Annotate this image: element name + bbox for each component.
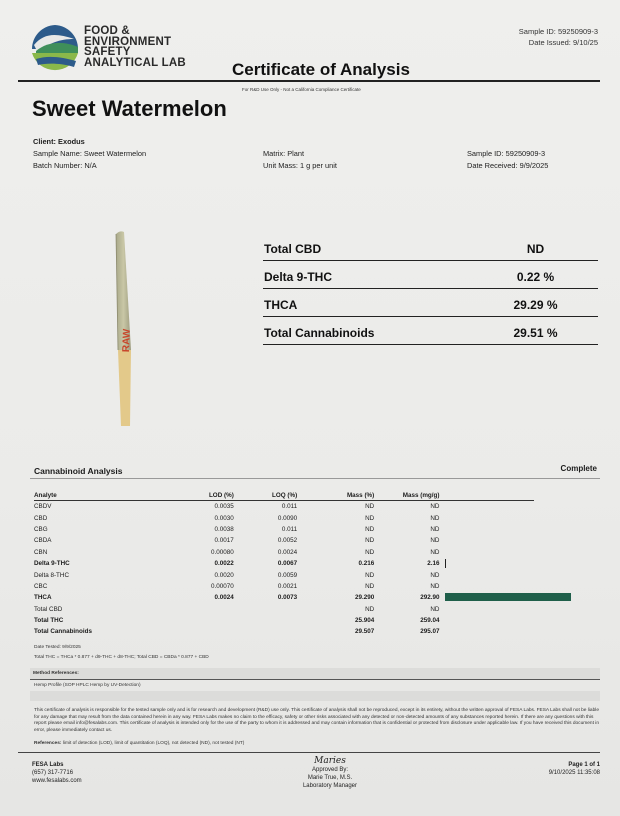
cell-mass-mg: 2.16: [427, 560, 440, 568]
cell-mass-mg: ND: [430, 537, 440, 545]
cell-analyte: Delta 8-THC: [34, 571, 69, 579]
approved-by: Approved By:: [311, 767, 349, 773]
header-sample-id: Sample ID: 59250909-3: [518, 27, 598, 36]
footer-timestamp: 9/10/2025 11:35:08: [548, 770, 600, 776]
cell-lod: 0.0035: [214, 503, 234, 511]
header-divider: [18, 80, 600, 82]
client-block: [33, 136, 146, 172]
table-row: [34, 581, 534, 592]
cell-bar: [439, 512, 534, 523]
cell-bar: [439, 615, 534, 626]
cell-analyte: CBDV: [34, 503, 52, 511]
cell-bar: [439, 581, 534, 592]
col-analyte: Analyte: [34, 490, 153, 501]
table-row: [34, 501, 534, 513]
cell-bar: [439, 626, 534, 637]
cell-mass-pct: 0.216: [358, 560, 375, 568]
approval-block: [270, 756, 390, 790]
header-date-issued: Date Issued: 9/10/25: [528, 38, 598, 47]
cell-mass-pct: ND: [365, 503, 375, 511]
mass-bar: [445, 593, 571, 601]
cell-lod: 0.00070: [211, 582, 234, 590]
cell-analyte: CBC: [34, 582, 48, 590]
cell-analyte: Total THC: [34, 617, 64, 625]
date-tested: Date Tested: 9/9/2025: [34, 645, 81, 650]
cell-analyte: Total CBD: [34, 605, 63, 613]
summary-row: [263, 316, 598, 345]
approver-title: Laboratory Manager: [302, 783, 358, 789]
table-row: [34, 558, 534, 569]
cell-loq: 0.0059: [277, 571, 298, 579]
client-name: Client: Exodus: [33, 137, 85, 146]
cell-analyte: Delta 9-THC: [34, 560, 70, 568]
cell-loq: 0.0021: [277, 582, 298, 590]
summary-value: 29.29 %: [513, 298, 558, 312]
cell-mass-pct: ND: [365, 537, 375, 545]
cell-loq: 0.0067: [277, 560, 298, 568]
analysis-status: Complete: [560, 464, 597, 473]
cell-bar: [439, 535, 534, 546]
summary-label: Total Cannabinoids: [264, 326, 375, 340]
cell-lod: 0.00080: [211, 548, 234, 556]
cell-lod: 0.0017: [214, 537, 234, 545]
cell-lod: [153, 615, 240, 626]
cell-mass-pct: ND: [365, 525, 375, 533]
cell-analyte: Total Cannabinoids: [34, 628, 92, 636]
method-title: Method References:: [33, 671, 79, 676]
logo-line: ENVIRONMENT: [84, 35, 172, 48]
cell-mass-mg: ND: [430, 582, 440, 590]
cell-lod: 0.0024: [214, 594, 234, 602]
rd-use-note: For R&D Use Only - Not a California Compliance Certificate: [242, 87, 361, 92]
footer-company-block: [32, 761, 82, 785]
cell-mass-pct: 29.507: [354, 628, 375, 636]
col-loq: LOQ (%): [240, 490, 297, 501]
sample-name: Sample Name: Sweet Watermelon: [33, 149, 147, 158]
references: [34, 741, 244, 748]
date-received: Date Received: 9/9/2025: [467, 161, 549, 170]
total-formula: Total THC = THCa * 0.877 + d9-THC + d8-THC; Total CBD = CBDa * 0.877 + CBD: [34, 655, 209, 660]
summary-value: 0.22 %: [516, 270, 555, 284]
cell-loq: [240, 626, 297, 637]
summary-value: 29.51 %: [513, 326, 558, 340]
summary-label: Total CBD: [264, 242, 322, 256]
cell-mass-pct: ND: [365, 582, 375, 590]
cell-bar: [439, 569, 534, 580]
logo-line: FOOD &: [84, 25, 130, 37]
document-title: Certificate of Analysis: [232, 60, 410, 79]
cell-mass-mg: ND: [430, 571, 440, 579]
cell-bar: [439, 558, 534, 569]
cell-lod: 0.0020: [214, 571, 234, 579]
cell-mass-mg: ND: [430, 605, 440, 613]
table-row: [34, 604, 534, 615]
table-row: [34, 512, 534, 523]
matrix-block: [263, 148, 337, 172]
cell-mass-mg: ND: [430, 548, 440, 556]
approver-name: Marie True, M.S.: [307, 775, 353, 781]
footer-website: www.fesalabs.com: [32, 778, 82, 784]
cell-mass-mg: ND: [430, 514, 440, 522]
method-header: [30, 668, 600, 680]
cell-bar: [439, 592, 534, 603]
references-label: References:: [34, 741, 62, 746]
cell-mass-mg: 295.07: [420, 628, 440, 636]
mass-bar: [445, 559, 446, 568]
cell-mass-mg: 259.04: [420, 617, 440, 625]
cell-loq: 0.0073: [277, 594, 298, 602]
cell-mass-mg: ND: [430, 503, 440, 511]
cell-loq: 0.0052: [277, 537, 298, 545]
unit-mass: Unit Mass: 1 g per unit: [263, 161, 337, 170]
sample-id: Sample ID: 59250909-3: [467, 149, 546, 158]
col-lod: LOD (%): [153, 490, 240, 501]
col-mass-pct: Mass (%): [297, 490, 374, 501]
cell-bar: [439, 604, 534, 615]
summary-value: ND: [526, 242, 545, 256]
cell-loq: 0.0024: [277, 548, 298, 556]
cell-mass-pct: 29.290: [354, 594, 375, 602]
footer-phone: (657) 317-7716: [32, 770, 74, 776]
cell-analyte: THCA: [34, 594, 52, 602]
table-row: [34, 535, 534, 546]
lab-logo-icon: [30, 23, 80, 75]
table-row: [34, 626, 534, 637]
cell-analyte: CBN: [34, 548, 48, 556]
cell-analyte: CBG: [34, 525, 48, 533]
section-divider: [30, 478, 600, 479]
cell-mass-pct: 25.904: [354, 617, 375, 625]
references-text: limit of detection (LOD), limit of quantitation (LOQ), not detected (ND), not tested (NT): [62, 741, 245, 746]
table-row: [34, 569, 534, 580]
footer-company: FESA Labs: [32, 762, 64, 768]
logo-line: SAFETY: [84, 46, 131, 58]
cell-loq: 0.011: [281, 503, 298, 511]
disclaimer: This certificate of analysis is responsible for the tested sample only and is for research and development (R&D) use only. This certificate of analysis shall not be reproduced, except in its entirety, without the written approval of FESA Labs. FESA Labs shall not be liable for any damage that may result from the data contained herein in any way. FESA Labs makes no claim to the efficacy, safety or other risks associated with any detected or non-detected amounts of any substances reported herein. If there are any questions with this report please email info@fesalabs.com. This certificate of analysis is intended only for the use of the party to whom it is addressed and may contain information that is confidential or protected from disclosure under applicable law. If you have received this document in error, please immediately contact us.: [34, 708, 599, 733]
header-meta: [519, 26, 598, 48]
col-mass-mg: Mass (mg/g): [374, 490, 439, 501]
cell-mass-mg: 292.90: [420, 594, 440, 602]
table-row: [34, 524, 534, 535]
lab-logo-text: [84, 26, 186, 68]
logo-line: ANALYTICAL LAB: [84, 56, 186, 69]
product-name: Sweet Watermelon: [32, 96, 227, 121]
table-row: [34, 592, 534, 603]
cell-lod: 0.0022: [214, 560, 234, 568]
cell-mass-pct: ND: [365, 605, 375, 613]
page-info: [549, 761, 600, 777]
summary-row: [263, 260, 598, 289]
signature: Maries: [314, 756, 346, 766]
cell-bar: [439, 524, 534, 535]
table-row: [34, 615, 534, 626]
summary-label: THCA: [264, 298, 298, 312]
cannabinoid-table: [34, 490, 534, 638]
cell-mass-pct: ND: [365, 548, 375, 556]
cell-bar: [439, 501, 534, 513]
method-text: Hemp Profile (SOP HPLC Hemp by UV-Detection): [34, 683, 141, 688]
col-bar: [439, 490, 534, 501]
page-number: Page 1 of 1: [568, 762, 600, 768]
cell-loq: [240, 604, 297, 615]
cell-loq: [240, 615, 297, 626]
method-band: [30, 691, 600, 701]
summary-row: [263, 232, 598, 261]
cannabinoid-section-title: Cannabinoid Analysis: [34, 466, 123, 476]
cell-lod: 0.0038: [214, 525, 234, 533]
cell-loq: 0.0090: [277, 514, 298, 522]
cell-lod: [153, 626, 240, 637]
cell-bar: [439, 547, 534, 558]
footer-divider: [18, 752, 600, 753]
summary-row: [263, 288, 598, 317]
summary-label: Delta 9-THC: [264, 270, 333, 284]
batch-number: Batch Number: N/A: [33, 161, 97, 170]
cell-analyte: CBD: [34, 514, 48, 522]
cell-loq: 0.011: [281, 525, 298, 533]
cell-lod: [153, 604, 240, 615]
cell-mass-pct: ND: [365, 514, 375, 522]
cell-mass-pct: ND: [365, 571, 375, 579]
cell-lod: 0.0030: [214, 514, 234, 522]
cell-mass-mg: ND: [430, 525, 440, 533]
cell-analyte: CBDA: [34, 537, 52, 545]
matrix: Matrix: Plant: [263, 149, 305, 158]
table-row: [34, 547, 534, 558]
sample-block: [467, 148, 548, 172]
raw-brand-label: RAW: [121, 328, 133, 353]
table-header-row: [34, 490, 534, 501]
